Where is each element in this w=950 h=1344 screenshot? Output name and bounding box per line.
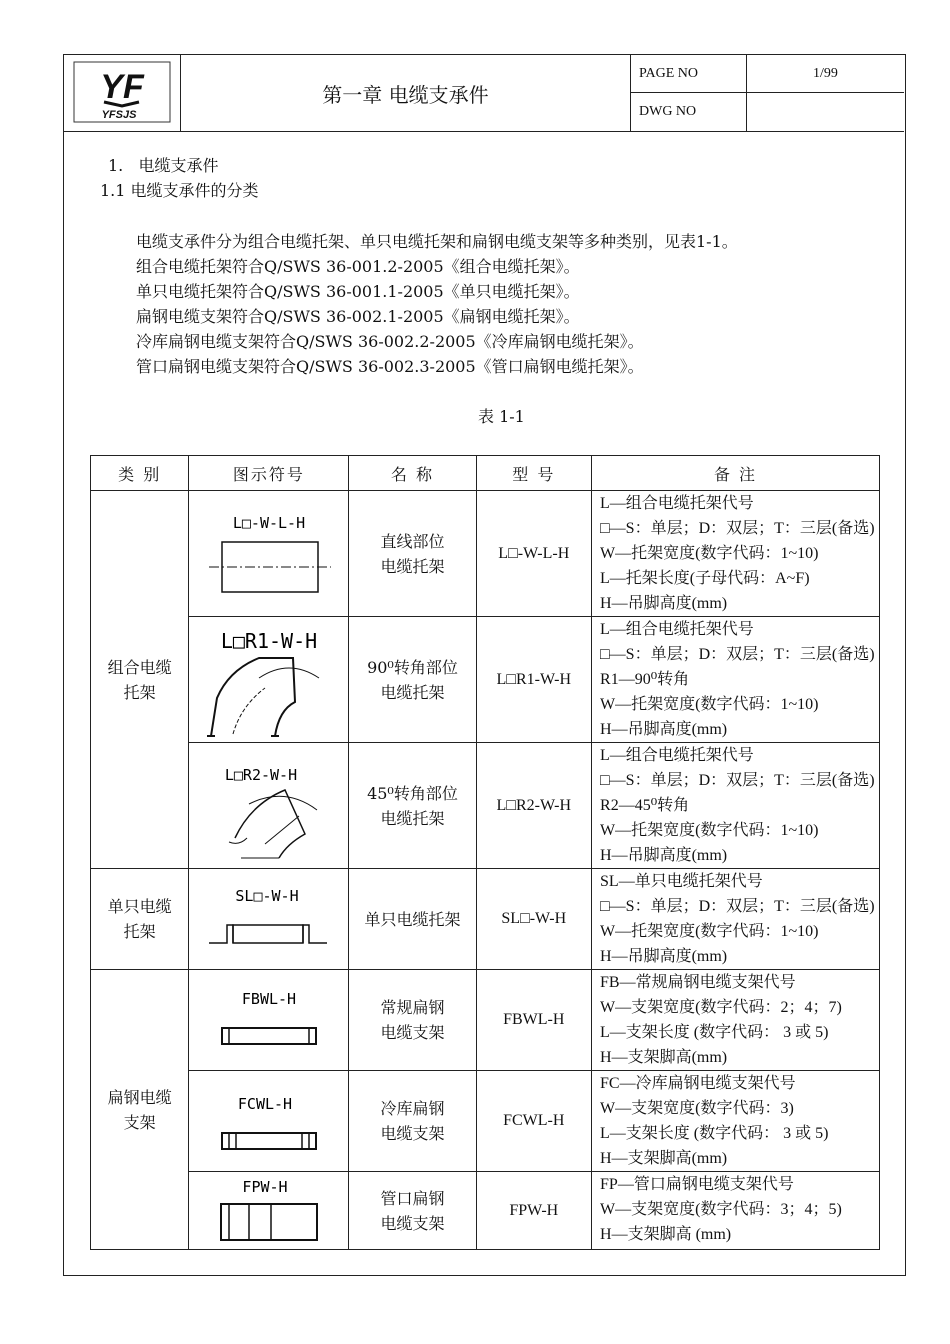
remarks-cell: L—组合电缆托架代号 □—S：单层；D：双层；T：三层(备选) R1—90⁰转角 W—托架宽度(数字代码：1~10) H—吊脚高度(mm)	[592, 617, 880, 743]
title-block	[64, 55, 904, 132]
elbow-45-symbol-icon	[189, 746, 348, 866]
paragraph-line: 电缆支承件分为组合电缆托架、单只电缆托架和扁钢电缆支架等多种类别，见表1-1。	[136, 232, 738, 251]
symbol-label: L□R2-W-H	[225, 765, 298, 784]
paragraph-line: 扁钢电缆支架符合Q/SWS 36-002.1-2005《扁钢电缆托架》。	[136, 307, 580, 326]
table-row	[91, 1172, 880, 1250]
table-row	[91, 491, 880, 617]
page-labels	[631, 55, 747, 131]
table-caption: 表 1-1	[478, 407, 525, 426]
paragraph-line: 冷库扁钢电缆支架符合Q/SWS 36-002.2-2005《冷库扁钢电缆托架》。	[136, 332, 644, 351]
table-row	[91, 743, 880, 869]
remarks-cell: L—组合电缆托架代号 □—S：单层；D：双层；T：三层(备选) R2—45⁰转角 W—托架宽度(数字代码：1~10) H—吊脚高度(mm)	[592, 743, 880, 869]
category-cell	[91, 970, 189, 1250]
logo-text: YF	[100, 68, 144, 106]
section-heading-1: 1. 电缆支承件	[108, 156, 219, 175]
remarks-cell: FC—冷库扁钢电缆支架代号 W—支架宽度(数字代码：3) L—支架长度 (数字代码： 3 或 5) H—支架脚高(mm)	[592, 1071, 880, 1172]
model-cell: L□R1-W-H	[476, 617, 591, 743]
symbol-label: SL□-W-H	[235, 887, 299, 905]
name-cell: 管口扁钢 电缆支架	[349, 1172, 476, 1250]
symbol-cell	[189, 970, 349, 1071]
name-cell: 单只电缆托架	[349, 869, 476, 970]
symbol-label: L□R1-W-H	[221, 628, 318, 653]
table-row	[91, 970, 880, 1071]
symbol-cell	[189, 491, 349, 617]
cold-storage-bracket-symbol-icon	[189, 1073, 348, 1169]
symbol-cell	[189, 1071, 349, 1172]
classification-table	[90, 455, 880, 1250]
symbol-label: L□-W-L-H	[233, 513, 306, 532]
single-tray-symbol-icon	[189, 871, 348, 967]
logo-subtext: YFSJS	[101, 109, 137, 121]
symbol-cell	[189, 743, 349, 869]
remarks-cell: FP—管口扁钢电缆支架代号 W—支架宽度(数字代码：3；4；5) H—支架脚高 (mm)	[592, 1172, 880, 1250]
paragraph-line: 组合电缆托架符合Q/SWS 36-001.2-2005《组合电缆托架》。	[136, 257, 580, 276]
category-cell	[91, 869, 189, 970]
name-cell: 45⁰转角部位 电缆托架	[349, 743, 476, 869]
dwg-no-value	[747, 93, 904, 131]
header-model: 型 号	[476, 456, 591, 491]
symbol-label: FBWL-H	[242, 990, 297, 1008]
model-cell: FCWL-H	[476, 1071, 591, 1172]
company-logo	[64, 55, 181, 131]
symbol-cell	[189, 1172, 349, 1250]
symbol-cell	[189, 869, 349, 970]
elbow-90-symbol-icon	[189, 618, 348, 742]
category-cell	[91, 491, 189, 869]
paragraph-line: 管口扁钢电缆支架符合Q/SWS 36-002.3-2005《管口扁钢电缆托架》。	[136, 357, 644, 376]
header-name: 名 称	[349, 456, 476, 491]
name-cell: 90⁰转角部位 电缆托架	[349, 617, 476, 743]
page-no-label: PAGE NO	[631, 55, 746, 93]
table-header-row	[91, 456, 880, 491]
model-cell: L□-W-L-H	[476, 491, 591, 617]
model-cell: FBWL-H	[476, 970, 591, 1071]
category-label: 组合电缆 托架	[107, 657, 172, 702]
page-no-value: 1/99	[747, 55, 904, 93]
category-label: 扁钢电缆 支架	[107, 1087, 172, 1132]
symbol-label: FPW-H	[242, 1177, 288, 1196]
pipe-mouth-bracket-symbol-icon	[189, 1174, 348, 1248]
dwg-no-label: DWG NO	[639, 104, 697, 119]
symbol-cell	[189, 617, 349, 743]
page-values	[747, 55, 904, 131]
name-cell: 常规扁钢 电缆支架	[349, 970, 476, 1071]
paragraph-line: 单只电缆托架符合Q/SWS 36-001.1-2005《单只电缆托架》。	[136, 282, 580, 301]
remarks-cell: FB—常规扁钢电缆支架代号 W—支架宽度(数字代码：2；4；7) L—支架长度 (数字代码： 3 或 5) H—支架脚高(mm)	[592, 970, 880, 1071]
header-category: 类 别	[91, 456, 189, 491]
name-cell: 冷库扁钢 电缆支架	[349, 1071, 476, 1172]
model-cell: FPW-H	[476, 1172, 591, 1250]
chapter-title: 第一章 电缆支承件	[181, 55, 631, 131]
straight-tray-symbol-icon	[189, 494, 348, 614]
remarks-cell: SL—单只电缆托架代号 □—S：单层；D：双层；T：三层(备选) W—托架宽度(数字代码：1~10) H—吊脚高度(mm)	[592, 869, 880, 970]
category-label: 单只电缆 托架	[107, 897, 172, 941]
name-cell: 直线部位 电缆托架	[349, 491, 476, 617]
table-row	[91, 1071, 880, 1172]
symbol-label: FCWL-H	[238, 1095, 293, 1113]
remarks-cell: L—组合电缆托架代号 □—S：单层；D：双层；T：三层(备选) W—托架宽度(数字代码：1~10) L—托架长度(子母代码：A~F) H—吊脚高度(mm)	[592, 491, 880, 617]
header-remarks: 备 注	[592, 456, 880, 491]
flat-bracket-symbol-icon	[189, 972, 348, 1068]
section-heading-1-1: 1.1 电缆支承件的分类	[100, 181, 259, 200]
header-symbol: 图示符号	[189, 456, 349, 491]
yf-logo-icon	[64, 55, 181, 131]
model-cell: L□R2-W-H	[476, 743, 591, 869]
table-row	[91, 617, 880, 743]
model-cell: SL□-W-H	[476, 869, 591, 970]
table-row	[91, 869, 880, 970]
